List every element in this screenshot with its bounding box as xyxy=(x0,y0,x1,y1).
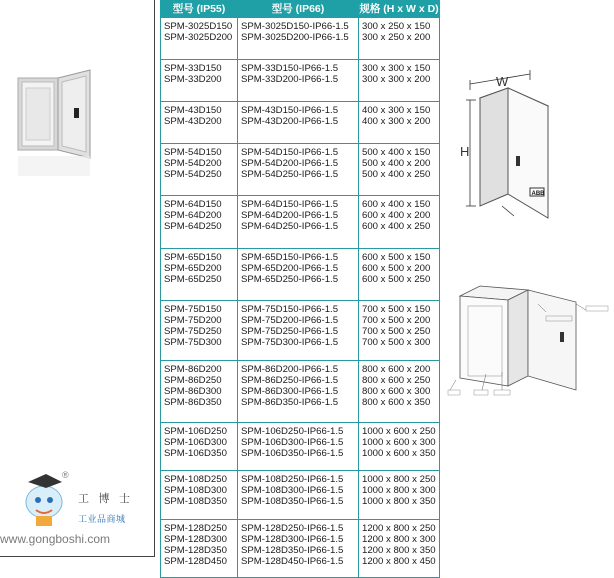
table-header-row xyxy=(161,1,440,18)
header-ip55: 型号 (IP55) xyxy=(161,1,238,18)
cabinet-photo xyxy=(12,66,104,186)
cell-model-ip55: SPM-3025D150 SPM-3025D200 xyxy=(161,18,238,60)
cell-size: 600 x 500 x 150 600 x 500 x 200 600 x 500 x 250 xyxy=(359,249,440,301)
w-label: W xyxy=(496,74,509,89)
table-row xyxy=(161,196,440,249)
cell-model-ip66: SPM-43D150-IP66-1.5 SPM-43D200-IP66-1.5 xyxy=(238,102,359,144)
cell-model-ip55: SPM-64D150 SPM-64D200 SPM-64D250 xyxy=(161,196,238,249)
table-row xyxy=(161,471,440,520)
header-ip66: 型号 (IP66) xyxy=(238,1,359,18)
logo-url: www.gongboshi.com xyxy=(0,532,111,546)
left-panel xyxy=(0,0,155,557)
cell-size: 1000 x 800 x 250 1000 x 800 x 300 1000 x 800 x 350 xyxy=(359,471,440,520)
cell-size: 300 x 300 x 150 300 x 300 x 200 xyxy=(359,60,440,102)
open-cabinet-drawing xyxy=(446,280,612,400)
cell-size: 1000 x 600 x 250 1000 x 600 x 300 1000 x 600 x 350 xyxy=(359,423,440,471)
table-row xyxy=(161,18,440,60)
cell-model-ip55: SPM-43D150 SPM-43D200 xyxy=(161,102,238,144)
table-row xyxy=(161,361,440,423)
registered-mark: ® xyxy=(62,470,69,480)
cell-model-ip66: SPM-54D150-IP66-1.5 SPM-54D200-IP66-1.5 SPM-54D250-IP66-1.5 xyxy=(238,144,359,196)
table-row xyxy=(161,520,440,578)
cell-size: 500 x 400 x 150 500 x 400 x 200 500 x 400 x 250 xyxy=(359,144,440,196)
header-size: 规格 (H x W x D) xyxy=(359,1,440,18)
logo-name: 工 博 士 xyxy=(78,492,133,505)
h-label: H xyxy=(460,144,470,159)
cell-model-ip66: SPM-65D150-IP66-1.5 SPM-65D200-IP66-1.5 SPM-65D250-IP66-1.5 xyxy=(238,249,359,301)
cell-size: 300 x 250 x 150 300 x 250 x 200 xyxy=(359,18,440,60)
cell-model-ip55: SPM-108D250 SPM-108D300 SPM-108D350 xyxy=(161,471,238,520)
mascot-icon xyxy=(16,472,76,530)
cell-model-ip66: SPM-33D150-IP66-1.5 SPM-33D200-IP66-1.5 xyxy=(238,60,359,102)
cell-model-ip55: SPM-106D250 SPM-106D300 SPM-106D350 xyxy=(161,423,238,471)
cell-model-ip66: SPM-128D250-IP66-1.5 SPM-128D300-IP66-1.5 SPM-128D350-IP66-1.5 SPM-128D450-IP66-1.5 xyxy=(238,520,359,578)
table-row xyxy=(161,301,440,361)
cell-model-ip55: SPM-65D150 SPM-65D200 SPM-65D250 xyxy=(161,249,238,301)
cell-size: 1200 x 800 x 250 1200 x 800 x 300 1200 x 800 x 350 1200 x 800 x 450 xyxy=(359,520,440,578)
table-row xyxy=(161,102,440,144)
spec-table xyxy=(160,0,440,578)
cell-model-ip55: SPM-128D250 SPM-128D300 SPM-128D350 SPM-128D450 xyxy=(161,520,238,578)
cell-model-ip66: SPM-86D200-IP66-1.5 SPM-86D250-IP66-1.5 SPM-86D300-IP66-1.5 SPM-86D350-IP66-1.5 xyxy=(238,361,359,423)
table-row xyxy=(161,60,440,102)
cell-model-ip55: SPM-75D150 SPM-75D200 SPM-75D250 SPM-75D300 xyxy=(161,301,238,361)
cabinet-dimension-drawing xyxy=(458,70,568,240)
cell-model-ip66: SPM-64D150-IP66-1.5 SPM-64D200-IP66-1.5 SPM-64D250-IP66-1.5 xyxy=(238,196,359,249)
cell-model-ip66: SPM-75D150-IP66-1.5 SPM-75D200-IP66-1.5 SPM-75D250-IP66-1.5 SPM-75D300-IP66-1.5 xyxy=(238,301,359,361)
table-row xyxy=(161,144,440,196)
cell-model-ip55: SPM-54D150 SPM-54D200 SPM-54D250 xyxy=(161,144,238,196)
gongboshi-logo xyxy=(0,470,154,550)
table-row xyxy=(161,423,440,471)
cell-model-ip66: SPM-108D250-IP66-1.5 SPM-108D300-IP66-1.5 SPM-108D350-IP66-1.5 xyxy=(238,471,359,520)
table-row xyxy=(161,249,440,301)
logo-tagline: 工业品商城 xyxy=(78,514,126,524)
cell-model-ip55: SPM-33D150 SPM-33D200 xyxy=(161,60,238,102)
cell-size: 700 x 500 x 150 700 x 500 x 200 700 x 500 x 250 700 x 500 x 300 xyxy=(359,301,440,361)
cell-size: 800 x 600 x 200 800 x 600 x 250 800 x 600 x 300 800 x 600 x 350 xyxy=(359,361,440,423)
abb-badge: ABB xyxy=(531,191,545,197)
cell-model-ip55: SPM-86D200 SPM-86D250 SPM-86D300 SPM-86D350 xyxy=(161,361,238,423)
cell-model-ip66: SPM-3025D150-IP66-1.5 SPM-3025D200-IP66-1.5 xyxy=(238,18,359,60)
cell-size: 600 x 400 x 150 600 x 400 x 200 600 x 400 x 250 xyxy=(359,196,440,249)
cell-model-ip66: SPM-106D250-IP66-1.5 SPM-106D300-IP66-1.5 SPM-106D350-IP66-1.5 xyxy=(238,423,359,471)
cell-size: 400 x 300 x 150 400 x 300 x 200 xyxy=(359,102,440,144)
